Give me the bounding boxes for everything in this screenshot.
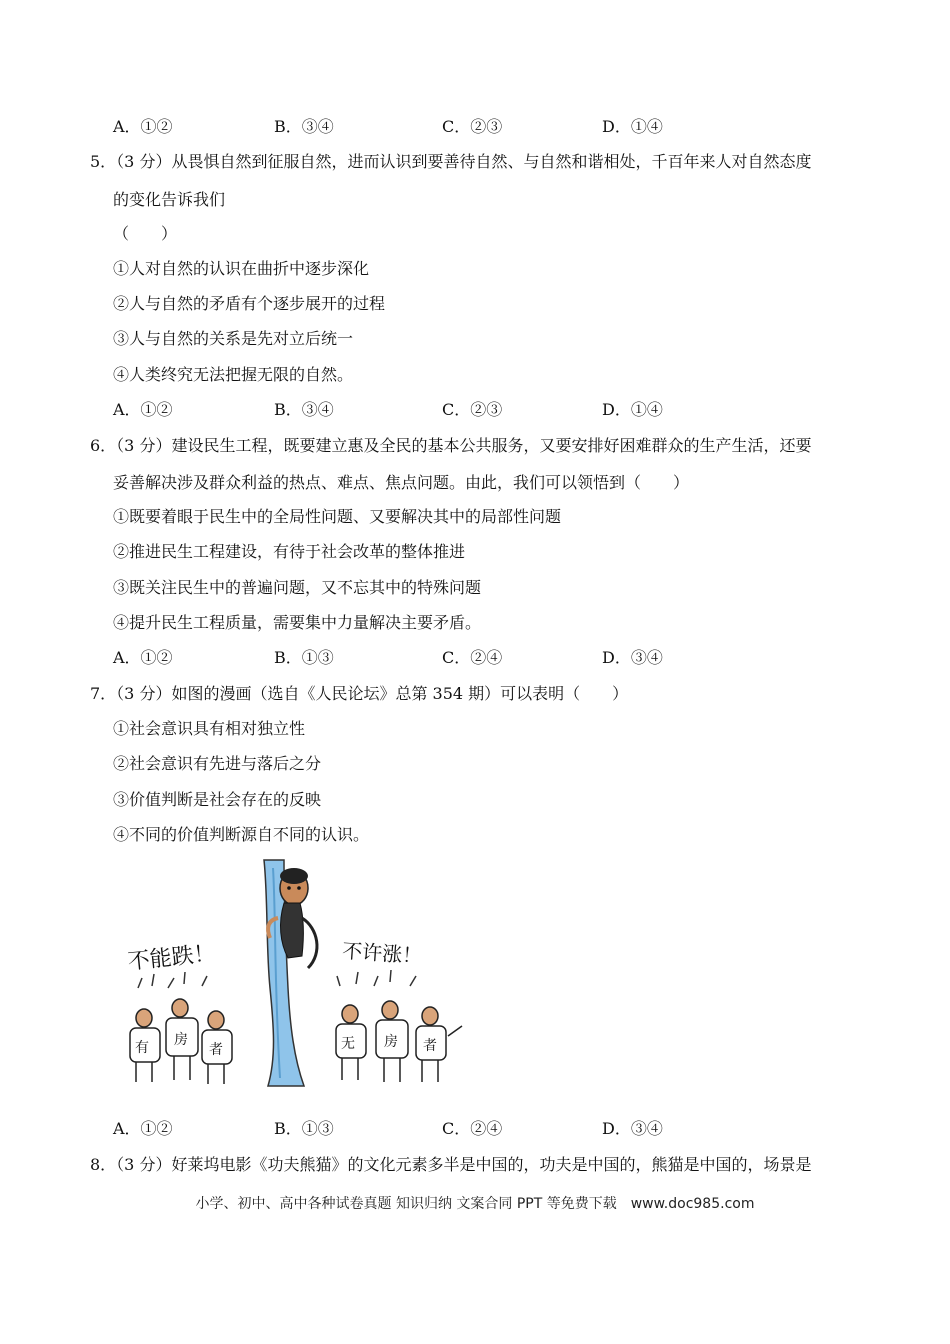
q5-option-c: C．②③ bbox=[442, 400, 503, 419]
q5-option-b: B．③④ bbox=[274, 400, 334, 419]
q6-statement-2: ②推进民生工程建设，有待于社会改革的整体推进 bbox=[113, 542, 466, 561]
q7-option-d: D．③④ bbox=[602, 1119, 663, 1138]
q5-statement-4: ④人类终究无法把握无限的自然。 bbox=[113, 365, 354, 384]
q5-statement-1: ①人对自然的认识在曲折中逐步深化 bbox=[113, 259, 370, 278]
q5-stem-line2: 的变化告诉我们 bbox=[113, 190, 226, 209]
q7-statement-3: ③价值判断是社会存在的反映 bbox=[113, 790, 322, 809]
q5-answer-paren: （ ） bbox=[113, 224, 178, 243]
q5-stem-line1: 5．（3 分）从畏惧自然到征服自然，进而认识到要善待自然、与自然和谐相处，千百年来人对自然态度 bbox=[90, 152, 812, 171]
left-char-1: 有 bbox=[135, 1040, 149, 1056]
q6-statement-4: ④提升民生工程质量，需要集中力量解决主要矛盾。 bbox=[113, 613, 482, 632]
q5-statement-2: ②人与自然的矛盾有个逐步展开的过程 bbox=[113, 294, 386, 313]
left-char-3: 者 bbox=[209, 1042, 223, 1058]
cartoon-right-caption: 不许涨！ bbox=[341, 938, 423, 969]
right-char-2: 房 bbox=[384, 1034, 398, 1050]
q7-option-b: B．①③ bbox=[274, 1119, 334, 1138]
q6-statement-3: ③既关注民生中的普遍问题，又不忘其中的特殊问题 bbox=[113, 578, 482, 597]
q5-option-d: D．①④ bbox=[602, 400, 663, 419]
q6-option-c: C．②④ bbox=[442, 648, 503, 667]
q4-option-b: B．③④ bbox=[274, 117, 334, 136]
q8-stem-line1: 8．（3 分）好莱坞电影《功夫熊猫》的文化元素多半是中国的，功夫是中国的，熊猫是中国的，场景是 bbox=[90, 1155, 812, 1174]
right-char-3: 者 bbox=[423, 1038, 437, 1054]
q4-option-c: C．②③ bbox=[442, 117, 503, 136]
q7-statement-4: ④不同的价值判断源自不同的认识。 bbox=[113, 825, 370, 844]
q6-option-a: A．①② bbox=[113, 648, 173, 667]
q5-option-a: A．①② bbox=[113, 400, 173, 419]
q4-option-d: D．①④ bbox=[602, 117, 663, 136]
page-footer: 小学、初中、高中各种试卷真题 知识归纳 文案合同 PPT 等免费下载 www.doc985.com bbox=[195, 1196, 755, 1212]
q7-option-c: C．②④ bbox=[442, 1119, 503, 1138]
left-char-2: 房 bbox=[174, 1032, 188, 1048]
cartoon-left-caption: 不能跌！ bbox=[126, 941, 217, 976]
q4-option-a: A．①② bbox=[113, 117, 173, 136]
q6-option-d: D．③④ bbox=[602, 648, 663, 667]
q7-option-a: A．①② bbox=[113, 1119, 173, 1138]
q5-statement-3: ③人与自然的关系是先对立后统一 bbox=[113, 329, 354, 348]
right-char-1: 无 bbox=[341, 1036, 355, 1052]
q6-stem-line1: 6．（3 分）建设民生工程，既要建立惠及全民的基本公共服务，又要安排好困难群众的生产生活，还要 bbox=[90, 436, 812, 455]
housing-price-cartoon bbox=[118, 858, 490, 1090]
q7-statement-1: ①社会意识具有相对独立性 bbox=[113, 719, 306, 738]
q6-statement-1: ①既要着眼于民生中的全局性问题、又要解决其中的局部性问题 bbox=[113, 507, 562, 526]
q7-stem-line1: 7．（3 分）如图的漫画（选自《人民论坛》总第 354 期）可以表明（ ） bbox=[90, 684, 629, 703]
q7-statement-2: ②社会意识有先进与落后之分 bbox=[113, 754, 322, 773]
q6-stem-line2: 妥善解决涉及群众利益的热点、难点、焦点问题。由此，我们可以领悟到（ ） bbox=[113, 473, 690, 492]
q6-option-b: B．①③ bbox=[274, 648, 334, 667]
